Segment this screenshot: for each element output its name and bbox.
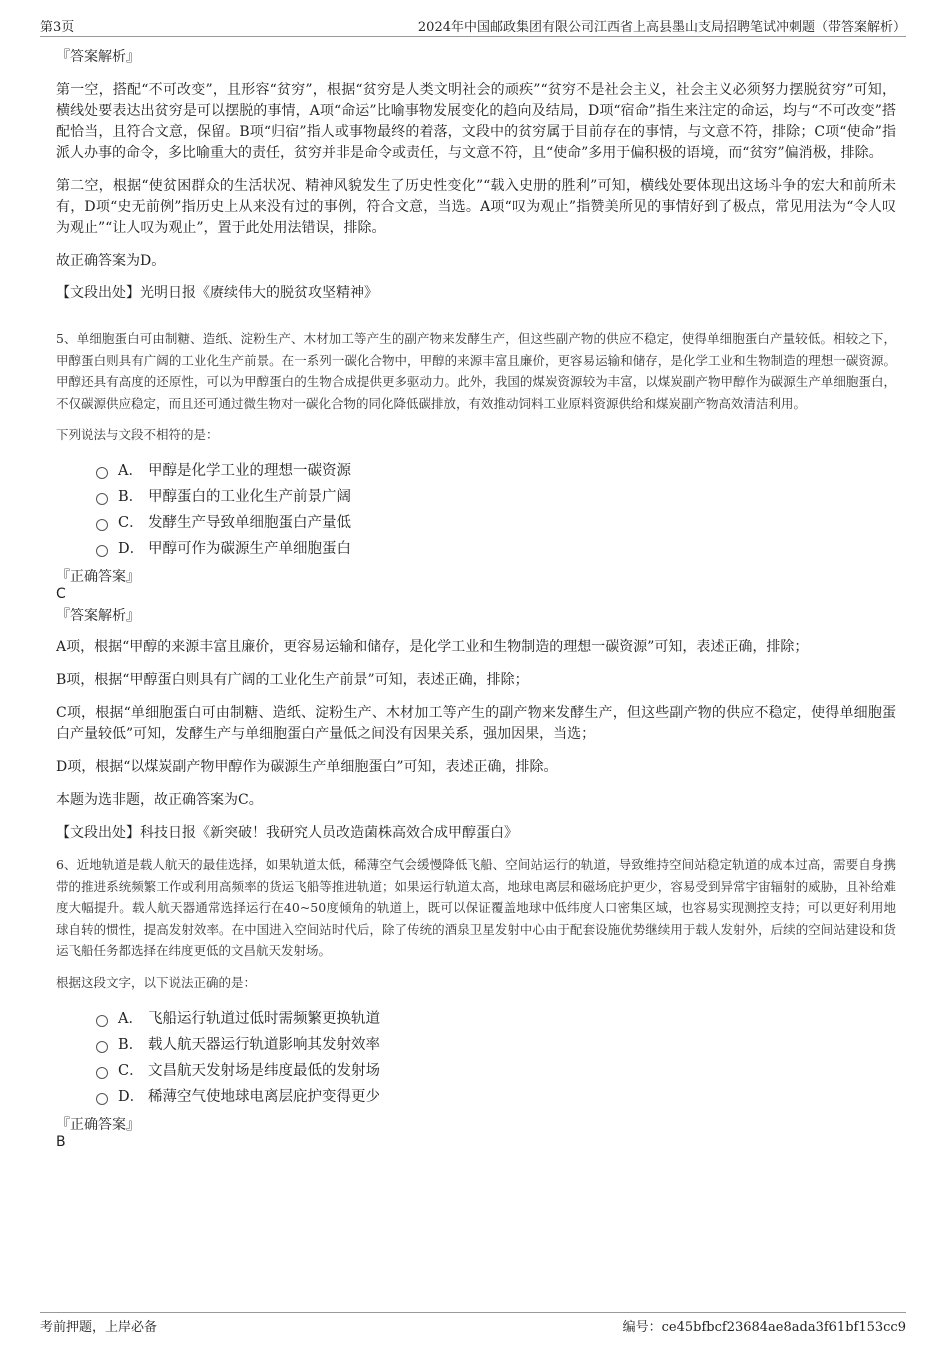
radio-icon[interactable] xyxy=(96,467,108,479)
q4-analysis-paragraph-1: 第一空，搭配“不可改变”，且形容“贫穷”，根据“贫穷是人类文明社会的顽疾”“贫穷不是社会主义，社会主义必须努力摆脱贫穷”可知，横线处要表达出贫穷是可以摆脱的事情，A项“命运”比喻事物发展变化的趋向及结局，D项“宿命”指生来注定的命运，均与“不可改变”搭配恰当，且符合文意，保留。B项“归宿”指人或事物最终的着落，文段中的贫穷属于目前存在的事情，与文意不符，排除；C项“使命”指派人办事的命令，多比喻重大的责任，贫穷并非是命令或责任，与文意不符，且“使命”多用于偏积极的语境，而“贫穷”偏消极，排除。 xyxy=(56,82,896,161)
q5-analysis-b: B项，根据“甲醇蛋白则具有广阔的工业化生产前景”可知，表述正确，排除； xyxy=(56,672,529,688)
radio-icon[interactable] xyxy=(96,1041,108,1053)
question-5 xyxy=(56,328,896,844)
q5-options xyxy=(56,458,896,562)
q5-analysis-label: 『答案解析』 xyxy=(56,608,140,624)
q4-analysis-label: 『答案解析』 xyxy=(56,49,140,65)
q5-option-a[interactable]: A． 甲醇是化学工业的理想一碳资源 xyxy=(96,458,896,484)
footer-slogan: 考前押题，上岸必备 xyxy=(40,1320,158,1335)
page-number: 第3页 xyxy=(40,20,75,35)
q5-option-b[interactable]: B． 甲醇蛋白的工业化生产前景广阔 xyxy=(96,484,896,510)
page-header xyxy=(40,14,906,37)
question-6 xyxy=(56,854,896,1151)
q6-passage: 6、近地轨道是载人航天的最佳选择，如果轨道太低，稀薄空气会缓慢降低飞船、空间站运行的轨道，导致维持空间站稳定轨道的成本过高，需要自身携带的推进系统频繁工作或利用高频率的货运飞船等推进轨道；如果运行轨道太高，地球电离层和磁场庇护更少，容易受到异常宇宙辐射的威胁，且补给难度大幅提升。载人航天器通常选择运行在40~50度倾角的轨道上，既可以保证覆盖地球中低纬度人口密集区域，也容易实现测控支持；可以更好利用地球自转的惯性，提高发射效率。在中国进入空间站时代后，除了传统的酒泉卫星发射中心由于配套设施优势继续用于载人发射外，后续的空间站建设和货运飞船任务都选择在纬度更低的文昌航天发射场。 xyxy=(56,857,896,958)
page-footer xyxy=(40,1312,906,1335)
q4-source: 【文段出处】光明日报《赓续伟大的脱贫攻坚精神》 xyxy=(56,285,378,301)
q4-conclusion: 故正确答案为D。 xyxy=(56,253,166,269)
radio-icon[interactable] xyxy=(96,1093,108,1105)
q5-analysis-c: C项，根据“单细胞蛋白可由制糖、造纸、淀粉生产、木材加工等产生的副产物来发酵生产，但这些副产物的供应不稳定，使得单细胞蛋白产量较低”可知，发酵生产与单细胞蛋白产量低之间没有因果关系，强加因果，当选； xyxy=(56,705,896,742)
q5-answer: C xyxy=(56,586,66,602)
radio-icon[interactable] xyxy=(96,1067,108,1079)
q6-options xyxy=(56,1006,896,1110)
q6-option-c[interactable]: C． 文昌航天发射场是纬度最低的发射场 xyxy=(96,1058,896,1084)
radio-icon[interactable] xyxy=(96,519,108,531)
q5-analysis-a: A项，根据“甲醇的来源丰富且廉价，更容易运输和储存，是化学工业和生物制造的理想一碳资源”可知，表述正确，排除； xyxy=(56,639,809,655)
radio-icon[interactable] xyxy=(96,1015,108,1027)
radio-icon[interactable] xyxy=(96,545,108,557)
document-title: 2024年中国邮政集团有限公司江西省上高县墨山支局招聘笔试冲刺题（带答案解析） xyxy=(417,20,906,35)
q5-source: 【文段出处】科技日报《新突破！我研究人员改造菌株高效合成甲醇蛋白》 xyxy=(56,825,518,841)
q5-passage: 5、单细胞蛋白可由制糖、造纸、淀粉生产、木材加工等产生的副产物来发酵生产，但这些副产物的供应不稳定，使得单细胞蛋白产量较低。相较之下，甲醇蛋白则具有广阔的工业化生产前景。在一系列一碳化合物中，甲醇的来源丰富且廉价，更容易运输和储存，是化学工业和生物制造的理想一碳资源。甲醇还具有高度的还原性，可以为甲醇蛋白的生物合成提供更多驱动力。此外，我国的煤炭资源较为丰富，以煤炭副产物甲醇作为碳源生产单细胞蛋白，不仅碳源供应稳定，而且还可通过微生物对一碳化合物的同化降低碳排放，有效推动饲料工业原料资源供给和煤炭副产物高效清洁利用。 xyxy=(56,331,896,411)
q5-answer-label: 『正确答案』 xyxy=(56,569,140,585)
q6-option-d[interactable]: D． 稀薄空气使地球电离层庇护变得更少 xyxy=(96,1084,896,1110)
q6-prompt: 根据这段文字，以下说法正确的是： xyxy=(56,974,257,990)
q6-answer: B xyxy=(56,1133,66,1150)
document-body xyxy=(56,48,896,1151)
q5-conclusion: 本题为选非题，故正确答案为C。 xyxy=(56,792,263,808)
q5-analysis-d: D项，根据“以煤炭副产物甲醇作为碳源生产单细胞蛋白”可知，表述正确，排除。 xyxy=(56,759,558,775)
radio-icon[interactable] xyxy=(96,493,108,505)
q6-option-b[interactable]: B． 载人航天器运行轨道影响其发射效率 xyxy=(96,1032,896,1058)
q6-option-a[interactable]: A． 飞船运行轨道过低时需频繁更换轨道 xyxy=(96,1006,896,1032)
document-id: 编号：ce45bfbcf23684ae8ada3f61bf153cc9 xyxy=(622,1320,906,1335)
q4-analysis-paragraph-2: 第二空，根据“使贫困群众的生活状况、精神风貌发生了历史性变化”“载入史册的胜利”可知，横线处要体现出这场斗争的宏大和前所未有，D项“史无前例”指历史上从来没有过的事例，符合文意，当选。A项“叹为观止”指赞美所见的事情好到了极点，常见用法为“令人叹为观止”“让人叹为观止”，置于此处用法错误，排除。 xyxy=(56,178,896,236)
q5-prompt: 下列说法与文段不相符的是： xyxy=(56,427,219,442)
q5-option-d[interactable]: D． 甲醇可作为碳源生产单细胞蛋白 xyxy=(96,536,896,562)
q5-option-c[interactable]: C． 发酵生产导致单细胞蛋白产量低 xyxy=(96,510,896,536)
q6-answer-label: 『正确答案』 xyxy=(56,1116,140,1133)
